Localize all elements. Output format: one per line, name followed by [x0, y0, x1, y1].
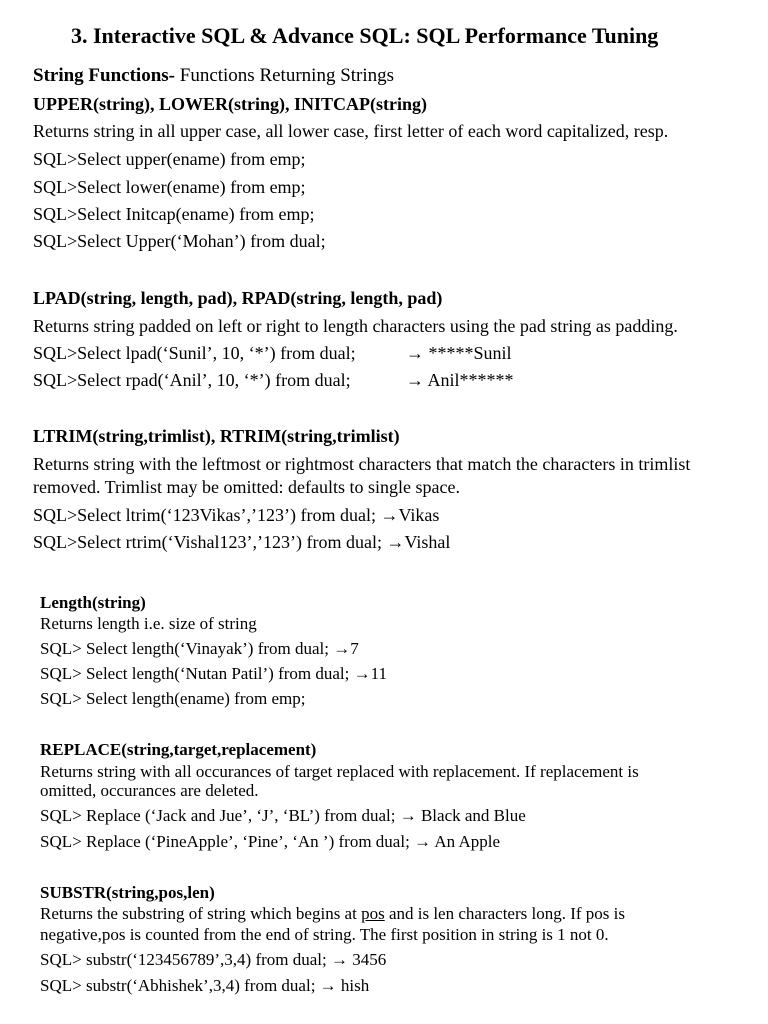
substr-heading: SUBSTR(string,pos,len) — [40, 883, 215, 902]
lpad-example: SQL>Select lpad(‘Sunil’, 10, ‘*’) from dual; — [33, 343, 356, 363]
length-heading: Length(string) — [40, 593, 146, 612]
replace-example-2: SQL> Replace (‘PineApple’, ‘Pine’, ‘An ’) from dual; → An Apple — [40, 832, 500, 851]
substr-pos-term: pos — [361, 904, 385, 923]
replace-description-line2: omitted, occurances are deleted. — [40, 781, 259, 800]
substr-description-text-end: and is len characters long. If pos is — [384, 904, 625, 923]
substr-description-line2: negative,pos is counted from the end of string. The first position in string is 1 not 0. — [40, 925, 609, 944]
pad-heading: LPAD(string, length, pad), RPAD(string, length, pad) — [33, 288, 443, 308]
replace-heading: REPLACE(string,target,replacement) — [40, 740, 317, 759]
replace-description-line1: Returns string with all occurances of target replaced with replacement. If replacement is — [40, 762, 639, 781]
length-description: Returns length i.e. size of string — [40, 614, 257, 633]
replace-example-1: SQL> Replace (‘Jack and Jue’, ‘J’, ‘BL’) from dual; → Black and Blue — [40, 806, 526, 825]
trim-description-line1: Returns string with the leftmost or rightmost characters that match the characters in trimlist — [33, 454, 691, 474]
upper-literal-example: SQL>Select Upper(‘Mohan’) from dual; — [33, 231, 326, 251]
upper-example: SQL>Select upper(ename) from emp; — [33, 149, 306, 169]
trim-description-line2: removed. Trimlist may be omitted: defaults to single space. — [33, 477, 460, 497]
page-title: 3. Interactive SQL & Advance SQL: SQL Performance Tuning — [71, 23, 659, 48]
rtrim-example: SQL>Select rtrim(‘Vishal123’,’123’) from dual; →Vishal — [33, 532, 451, 552]
rpad-result: → Anil****** — [406, 370, 514, 390]
length-example-1: SQL> Select length(‘Vinayak’) from dual; →7 — [40, 639, 359, 658]
substr-example-1: SQL> substr(‘123456789’,3,4) from dual; → 3456 — [40, 950, 387, 969]
string-functions-subtitle: Functions Returning Strings — [175, 65, 395, 86]
lower-example: SQL>Select lower(ename) from emp; — [33, 177, 306, 197]
trim-heading: LTRIM(string,trimlist), RTRIM(string,trimlist) — [33, 426, 400, 446]
length-example-3: SQL> Select length(ename) from emp; — [40, 689, 306, 708]
string-functions-heading — [33, 66, 394, 85]
string-functions-label: String Functions- — [33, 65, 175, 86]
length-example-2: SQL> Select length(‘Nutan Patil’) from dual; →11 — [40, 664, 387, 683]
upper-lower-heading: UPPER(string), LOWER(string), INITCAP(string) — [33, 94, 427, 114]
substr-description-text: Returns the substring of string which begins at — [40, 904, 362, 923]
lpad-result: → *****Sunil — [406, 343, 512, 363]
initcap-example: SQL>Select Initcap(ename) from emp; — [33, 204, 315, 224]
pad-description: Returns string padded on left or right to length characters using the pad string as padding. — [33, 316, 678, 336]
rpad-example: SQL>Select rpad(‘Anil’, 10, ‘*’) from dual; — [33, 370, 351, 390]
upper-lower-description: Returns string in all upper case, all lower case, first letter of each word capitalized, resp. — [33, 121, 669, 141]
substr-description-line1 — [40, 905, 625, 922]
substr-example-2: SQL> substr(‘Abhishek’,3,4) from dual; → hish — [40, 976, 370, 995]
ltrim-example: SQL>Select ltrim(‘123Vikas’,’123’) from dual; →Vikas — [33, 505, 440, 525]
